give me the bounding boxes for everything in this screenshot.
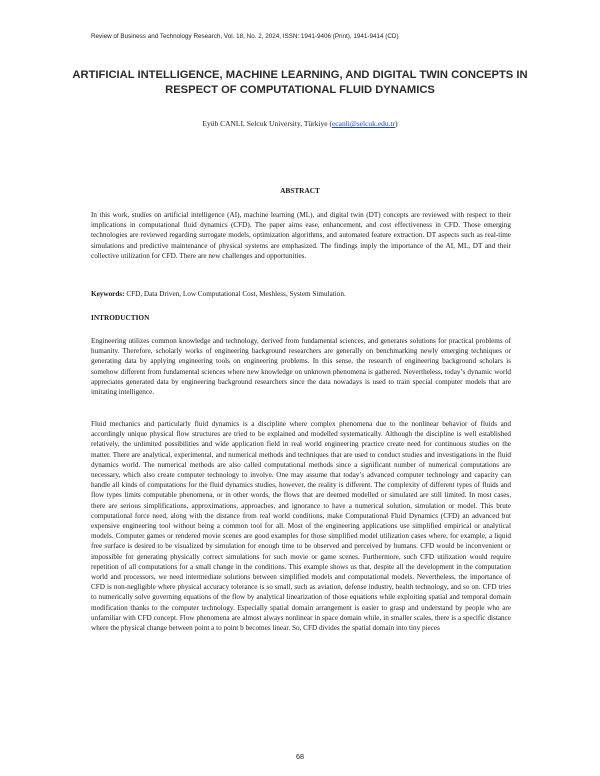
author-close-paren: ) [395,119,398,128]
keywords-label: Keywords: [91,290,125,298]
abstract-heading: ABSTRACT [280,186,320,195]
introduction-heading: INTRODUCTION [91,313,150,322]
keywords-list: CFD, Data Driven, Low Computational Cost, Meshless, System Simulation. [124,290,346,298]
author-email-link[interactable]: ecanli@selcuk.edu.tr [331,119,396,128]
author-line [0,119,600,128]
introduction-paragraph-2: Fluid mechanics and particularly fluid dynamics is a discipline where complex phenomena due to the nonlinear behavior of fluids and accordingly unique physical flow structures are tried to be explained and modelled systematically. Although the discipline is well established relatively, the unlimited possibilities and wide application field in real world engineering practice create need for continuous studies on the matter. There are analytical, experimental, and numerical methods and techniques that are used to conduct studies and investigations in the fluid dynamics world. The numerical methods are also called computational methods since a significant number of numerical computations are necessary, which also create computer technology to involve. One may assume that today’s advanced computer technology and capacity can handle all kinds of computations for the fluid dynamics studies, however, the reality is different. The complexity of different types of fluids and flow types limits computable phenomena, or in other words, the flows that are deemed modelled or simulated are still limited. In most cases, there are serious simplifications, approximations, approaches, and ignorance to have a numerical solution, simulation or model. This brute computational force need, along with the distance from real world conditions, make Computational Fluid Dynamics (CFD) an advanced but expensive engineering tool without being a common tool for all. Most of the engineering applications use simplified empirical or analytical models. Computer games or rendered movie scenes are good examples for those simplified model utilization cases where, for example, a liquid free surface is desired to be visualized by simulation for enough time to be observed and perceived by humans. CFD would be inconvenient or impossible for generating physically correct simulations for such movie or game scenes. Furthermore, such CFD utilization would require repetition of all computations for a small change in the conditions. This example shows us that, despite all the development in the computation world and processors, we need intermediate solutions between simplified models and computational models. Nevertheless, the importance of CFD is non-negligible where physical accuracy tolerance is so small, such as aviation, defense industry, health technology, and so on. CFD tries to numerically solve governing equations of the flow by analytical linearization of those equations while exploiting spatial and temporal domain modification thanks to the computer technology. Especially spatial domain arrangement is easier to grasp and understand by people who are unfamiliar with CFD concept. Flow phenomena are almost always nonlinear in space domain while, in smaller scales, there is a specific distance where the physical change between point a to point b becomes linear. So, CFD divides the spatial domain into tiny pieces [91,420,511,633]
keywords-line [91,289,511,299]
abstract-text: In this work, studies on artificial intelligence (AI), machine learning (ML), and digital twin (DT) concepts are reviewed with respect to their implications in computational fluid dynamics (CFD). The paper aims ease, enhancement, and cost effectiveness in CFD. Those emerging technologies are reviewed regarding surrogate models, optimization algorithms, and automated feature extraction. DT aspects such as real-time simulations and predictive maintenance of physical systems are emphasized. The findings imply the importance of the AI, ML, DT and their collective utilization for CFD. There are new challenges and opportunities. [91,211,511,260]
author-name-affiliation: Eyüb CANLI, Selcuk University, Türkiye ( [202,119,332,128]
paper-title: ARTIFICIAL INTELLIGENCE, MACHINE LEARNING, AND DIGITAL TWIN CONCEPTS IN RESPECT OF COMPUTATIONAL FLUID DYNAMICS [72,69,528,96]
page-number: 68 [296,752,304,761]
introduction-paragraph-1: Engineering utilizes common knowledge and technology, derived from fundamental sciences, and generates solutions for practical problems of humanity. Therefore, scholarly works of engineering background researchers are generally on benchmarking newly emerging techniques or generating data by applying engineering tools on engineering problems. In this sense, the research of engineering background scholars is somehow different from fundamental sciences where new knowledge on unknown phenomena is gathered. Nevertheless, today’s dynamic world appreciates generated data by engineering background researchers since the data nowadays is used to train special computer models that are imitating intelligence. [91,337,511,397]
running-header: Review of Business and Technology Research, Vol. 18, No. 2, 2024, ISSN: 1941-9406 (Print), 1941-9414 (CD) [91,33,399,40]
